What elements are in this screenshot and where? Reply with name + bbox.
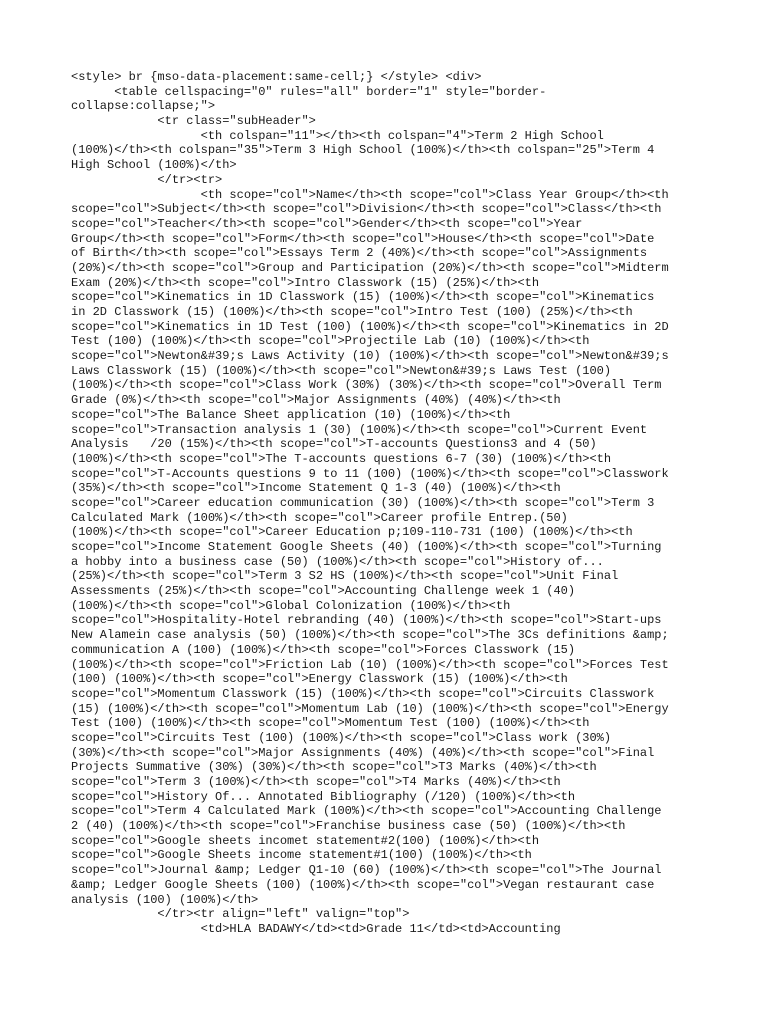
source-line: Assessments (25%)</th><th scope="col">Accounting Challenge week 1 (40) <box>71 584 576 599</box>
source-line: (35%)</th><th scope="col">Income Statement Q 1-3 (40) (100%)</th><th <box>71 481 561 496</box>
source-line: in 2D Classwork (15) (100%)</th><th scope="col">Intro Test (100) (25%)</th><th <box>71 305 633 319</box>
source-line: (25%)</th><th scope="col">Term 3 S2 HS (100%)</th><th scope="col">Unit Final <box>71 569 619 584</box>
source-line: <table cellspacing="0" rules="all" border="1" style="border- <box>71 84 547 99</box>
source-line: <th colspan="11"></th><th colspan="4">Term 2 High School <box>71 128 604 143</box>
source-line: communication A (100) (100%)</th><th scope="col">Forces Classwork (15) <box>71 642 576 657</box>
source-line: <style> br {mso-data-placement:same-cell;} </style> <div> <box>71 70 482 84</box>
source-line: (100%)</th><th scope="col">The T-accounts questions 6-7 (30) (100%)</th><th <box>71 451 612 466</box>
source-line: 2 (40) (100%)</th><th scope="col">Franchise business case (50) (100%)</th><th <box>71 819 626 834</box>
source-line: Grade (0%)</th><th scope="col">Major Assignments (40%) (40%)</th><th <box>71 393 561 408</box>
source-line: </tr><tr align="left" valign="top"> <box>71 907 410 922</box>
source-line: scope="col">Newton&#39;s Laws Activity (10) (100%)</th><th scope="col">Newton&#39;s <box>71 349 669 364</box>
source-line: Group</th><th scope="col">Form</th><th scope="col">House</th><th scope="col">Date <box>71 231 655 246</box>
source-line: &amp; Ledger Google Sheets (100) (100%)</th><th scope="col">Vegan restaurant case <box>71 877 655 892</box>
source-line: (100%)</th><th colspan="35">Term 3 High School (100%)</th><th colspan="25">Term 4 <box>71 143 655 158</box>
source-line: analysis (100) (100%)</th> <box>71 892 259 907</box>
source-line: (15) (100%)</th><th scope="col">Momentum Lab (10) (100%)</th><th scope="col">Energy <box>71 701 669 716</box>
source-line: (30%)</th><th scope="col">Major Assignments (40%) (40%)</th><th scope="col">Final <box>71 745 655 760</box>
source-line: scope="col">Google sheets incomet statement#2(100) (100%)</th><th <box>71 833 540 848</box>
source-line: Exam (20%)</th><th scope="col">Intro Classwork (15) (25%)</th><th <box>71 275 540 290</box>
source-line: (100%)</th><th scope="col">Career Education p;109-110-731 (100) (100%)</th><th <box>71 525 633 540</box>
source-line: a hobby into a business case (50) (100%)</th><th scope="col">History of... <box>71 554 604 569</box>
source-line: scope="col">Teacher</th><th scope="col">Gender</th><th scope="col">Year <box>71 216 583 231</box>
source-line: <th scope="col">Name</th><th scope="col">Class Year Group</th><th <box>71 187 669 202</box>
source-line: (100%)</th><th scope="col">Global Colonization (100%)</th><th <box>71 598 511 613</box>
source-line: scope="col">Term 4 Calculated Mark (100%)</th><th scope="col">Accounting Challenge <box>71 804 662 819</box>
source-line: scope="col">Hospitality-Hotel rebranding (40) (100%)</th><th scope="col">Start-ups <box>71 613 662 628</box>
source-line: scope="col">The Balance Sheet application (10) (100%)</th><th <box>71 407 511 422</box>
source-line: Projects Summative (30%) (30%)</th><th scope="col">T3 Marks (40%)</th><th <box>71 760 597 775</box>
source-line: High School (100%)</th> <box>71 158 237 173</box>
source-line: scope="col">Google Sheets income statement#1(100) (100%)</th><th <box>71 848 532 863</box>
source-line: scope="col">Subject</th><th scope="col">Division</th><th scope="col">Class</th><th <box>71 202 662 217</box>
source-line: (20%)</th><th scope="col">Group and Participation (20%)</th><th scope="col">Midterm <box>71 260 669 275</box>
source-line: <td>HLA BADAWY</td><td>Grade 11</td><td>Accounting <box>71 921 561 936</box>
source-line: scope="col">History Of... Annotated Bibliography (/120) (100%)</th><th <box>71 789 576 804</box>
source-line: scope="col">Kinematics in 1D Classwork (15) (100%)</th><th scope="col">Kinematics <box>71 290 655 305</box>
source-line: scope="col">Circuits Test (100) (100%)</th><th scope="col">Class work (30%) <box>71 730 612 745</box>
source-line: New Alamein case analysis (50) (100%)</th><th scope="col">The 3Cs definitions &amp; <box>71 628 669 643</box>
source-line: scope="col">Transaction analysis 1 (30) (100%)</th><th scope="col">Current Event <box>71 422 648 437</box>
source-line: (100%)</th><th scope="col">Friction Lab (10) (100%)</th><th scope="col">Forces Test <box>71 657 669 672</box>
source-line: scope="col">Journal &amp; Ledger Q1-10 (60) (100%)</th><th scope="col">The Journal <box>71 863 662 878</box>
source-line: (100) (100%)</th><th scope="col">Energy Classwork (15) (100%)</th><th <box>71 672 568 687</box>
source-line: scope="col">Term 3 (100%)</th><th scope="col">T4 Marks (40%)</th><th <box>71 775 561 789</box>
source-line: <tr class="subHeader"> <box>71 114 316 129</box>
source-line: Test (100) (100%)</th><th scope="col">Momentum Test (100) (100%)</th><th <box>71 716 590 731</box>
source-line: scope="col">Income Statement Google Sheets (40) (100%)</th><th scope="col">Turning <box>71 540 662 554</box>
source-line: scope="col">Momentum Classwork (15) (100%)</th><th scope="col">Circuits Classwork <box>71 686 655 701</box>
source-line: scope="col">T-Accounts questions 9 to 11 (100) (100%)</th><th scope="col">Classwork <box>71 466 669 481</box>
source-line: scope="col">Kinematics in 1D Test (100) (100%)</th><th scope="col">Kinematics in 2D <box>71 319 669 334</box>
source-line: Calculated Mark (100%)</th><th scope="col">Career profile Entrep.(50) <box>71 510 568 525</box>
source-line: Laws Classwork (15) (100%)</th><th scope="col">Newton&#39;s Laws Test (100) <box>71 363 612 378</box>
source-line: (100%)</th><th scope="col">Class Work (30%) (30%)</th><th scope="col">Overall Term <box>71 378 662 393</box>
source-line: Test (100) (100%)</th><th scope="col">Projectile Lab (10) (100%)</th><th <box>71 334 590 349</box>
source-line: collapse:collapse;"> <box>71 99 216 114</box>
source-line: </tr><tr> <box>71 172 223 187</box>
html-source-text <box>71 70 711 937</box>
source-line: of Birth</th><th scope="col">Essays Term 2 (40%)</th><th scope="col">Assignments <box>71 246 648 261</box>
source-line: Analysis /20 (15%)</th><th scope="col">T-accounts Questions3 and 4 (50) <box>71 437 597 452</box>
source-line: scope="col">Career education communication (30) (100%)</th><th scope="col">Term 3 <box>71 495 655 510</box>
